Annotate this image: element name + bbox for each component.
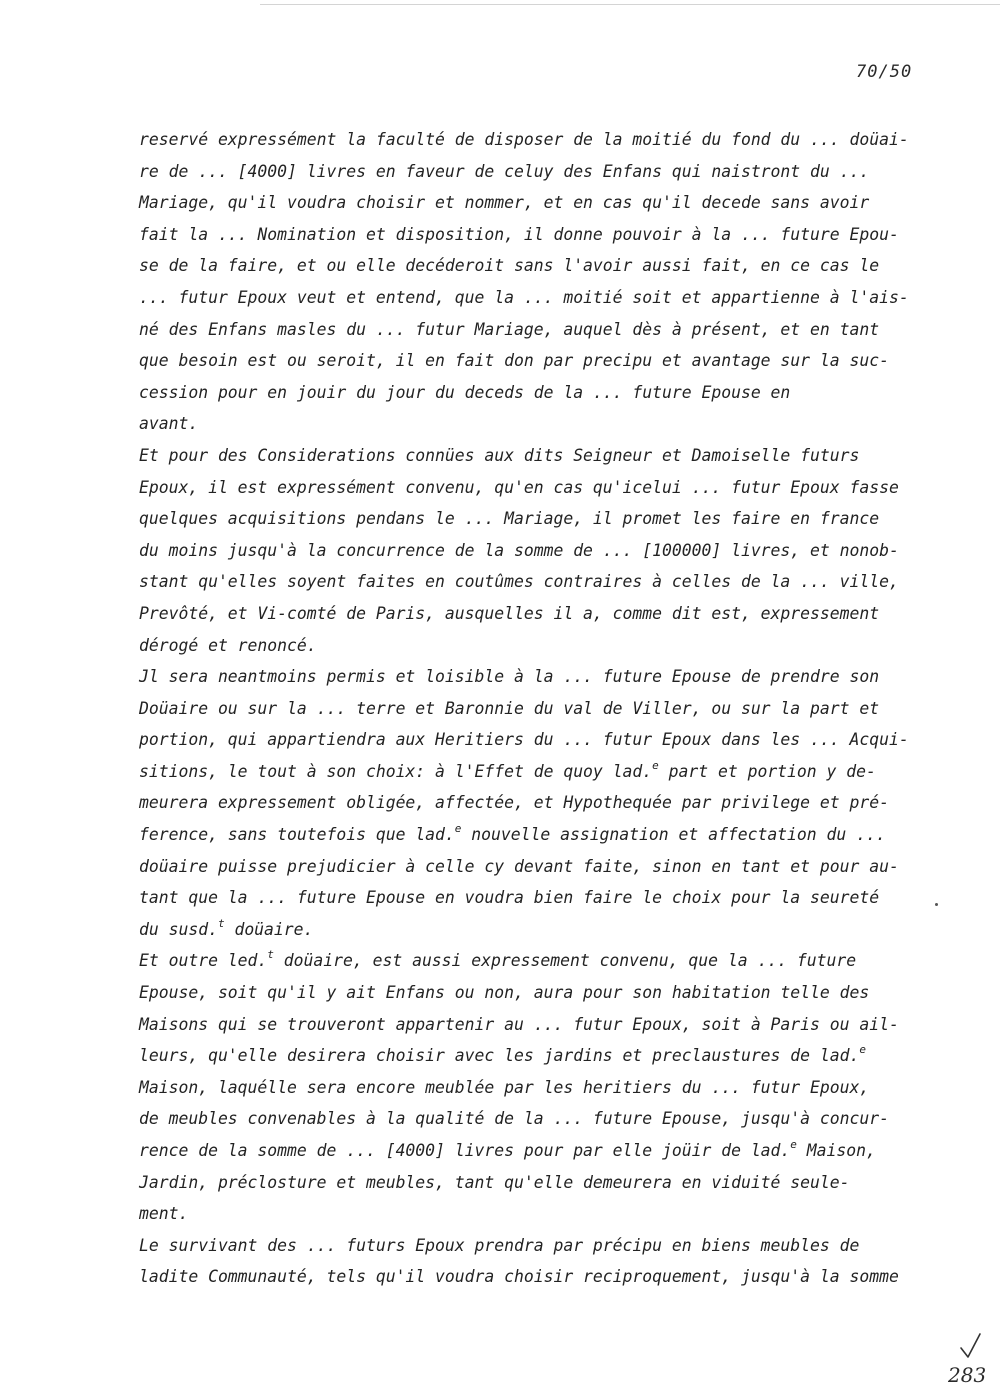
text-line — [139, 1261, 929, 1293]
text-line — [139, 156, 929, 188]
text-segment: Doüaire ou sur la ... terre et Baronnie du val de Viller, ou sur la part et — [139, 698, 880, 718]
text-segment: Jardin, préclosture et meubles, tant qu'elle demeurera en viduité seule- — [139, 1172, 850, 1192]
text-segment: Le survivant des ... futurs Epoux prendra par précipu en biens meubles de — [139, 1235, 860, 1255]
text-segment: Mariage, qu'il voudra choisir et nommer, et en cas qu'il decede sans avoir — [139, 193, 870, 213]
text-segment: leurs, qu'elle desirera choisir avec les jardins et preclaustures de lad. — [139, 1046, 860, 1066]
text-line — [139, 787, 929, 819]
text-line — [139, 566, 929, 598]
text-line — [139, 1103, 929, 1135]
text-line — [139, 598, 929, 630]
text-segment: tant que la ... future Epouse en voudra bien faire le choix pour la seureté — [139, 888, 880, 908]
text-line — [139, 914, 929, 946]
text-line — [139, 377, 929, 409]
text-segment: ference, sans toutefois que lad. — [139, 825, 455, 845]
text-segment: du moins jusqu'à la concurrence de la somme de ... [100000] livres, et nonob- — [139, 540, 899, 560]
text-line — [139, 124, 929, 156]
text-segment: Maison, — [796, 1141, 876, 1160]
superscript-abbreviation: t — [267, 948, 274, 962]
text-segment: Epoux, il est expressément convenu, qu'en cas qu'icelui ... futur Epoux fasse — [139, 477, 899, 497]
superscript-abbreviation: e — [454, 822, 462, 836]
margin-dot-mark — [935, 903, 938, 906]
scan-edge-line — [260, 4, 1000, 5]
superscript-abbreviation: e — [859, 1043, 866, 1057]
text-segment: Et pour des Considerations connües aux dits Seigneur et Damoiselle futurs — [139, 445, 860, 465]
text-segment: nouvelle assignation et affectation du ... — [461, 825, 886, 845]
text-segment: doüaire. — [224, 919, 314, 939]
text-line — [139, 1198, 929, 1230]
text-line — [139, 977, 929, 1009]
text-line — [139, 535, 929, 567]
text-segment: ladite Communauté, tels qu'il voudra choisir reciproquement, jusqu'à la somme — [139, 1267, 899, 1287]
text-line — [139, 945, 929, 977]
text-line — [139, 661, 929, 693]
text-segment: re de ... [4000] livres en faveur de celuy des Enfans qui naistront du ... — [139, 161, 870, 181]
handwritten-folio-number: 283 — [948, 1363, 987, 1387]
text-segment: avant. — [139, 414, 199, 434]
text-segment: meurera expressement obligée, affectée, et Hypothequée par privilege et pré- — [139, 793, 889, 813]
page-number: 70/50 — [856, 62, 913, 82]
text-line — [139, 314, 929, 346]
text-segment: rence de la somme de ... [4000] livres pour par elle joüir de lad. — [139, 1141, 791, 1160]
text-line — [139, 250, 929, 282]
text-line — [139, 345, 929, 377]
text-segment: quelques acquisitions pendans le ... Mariage, il promet les faire en france — [139, 509, 880, 529]
text-segment: cession pour en jouir du jour du deceds de la ... future Epouse en — [139, 382, 791, 402]
text-line — [139, 1040, 929, 1072]
text-line — [139, 1135, 929, 1167]
text-segment: dérogé et renoncé. — [139, 635, 317, 655]
text-segment: Maison, laquélle sera encore meublée par les heritiers du ... futur Epoux, — [139, 1077, 870, 1097]
superscript-abbreviation: e — [790, 1138, 797, 1151]
text-segment: se de la faire, et ou elle decéderoit sans l'avoir aussi fait, en ce cas le — [139, 256, 880, 276]
text-line — [139, 472, 929, 504]
text-segment: stant qu'elles soyent faites en coutûmes contraires à celles de la ... ville, — [139, 572, 899, 592]
text-line — [139, 851, 929, 883]
text-line — [139, 219, 929, 251]
superscript-abbreviation: t — [217, 916, 225, 930]
text-segment: Prevôté, et Vi-comté de Paris, ausquelles il a, comme dit est, expressement — [139, 603, 880, 623]
text-segment: Maisons qui se trouveront appartenir au ... futur Epoux, soit à Paris ou ail- — [139, 1014, 899, 1034]
text-segment: Et outre led. — [139, 951, 268, 971]
text-segment: sitions, le tout à son choix: à l'Effet de quoy lad. — [139, 761, 653, 781]
text-line — [139, 408, 929, 440]
text-line — [139, 187, 929, 219]
text-line — [139, 282, 929, 314]
text-line — [139, 503, 929, 535]
text-line — [139, 440, 929, 472]
text-segment: portion, qui appartiendra aux Heritiers du ... futur Epoux dans les ... Acqui- — [139, 730, 909, 750]
superscript-abbreviation: e — [652, 758, 659, 772]
text-line — [139, 882, 929, 914]
text-segment: du susd. — [139, 919, 218, 939]
text-line — [139, 1072, 929, 1104]
document-body — [139, 124, 929, 1293]
text-segment: ment. — [139, 1204, 189, 1224]
text-segment: part et portion y de- — [658, 761, 876, 781]
text-line — [139, 756, 929, 788]
text-segment: de meubles convenables à la qualité de la ... future Epouse, jusqu'à concur- — [139, 1109, 889, 1129]
text-line — [139, 630, 929, 662]
text-line — [139, 693, 929, 725]
handwritten-check-icon — [958, 1332, 984, 1360]
text-segment: doüaire puisse prejudicier à celle cy devant faite, sinon en tant et pour au- — [139, 856, 899, 876]
text-segment: que besoin est ou seroit, il en fait don par precipu et avantage sur la suc- — [139, 351, 889, 371]
text-segment: fait la ... Nomination et disposition, il donne pouvoir à la ... future Epou- — [139, 224, 899, 244]
text-line — [139, 1167, 929, 1199]
text-segment: ... futur Epoux veut et entend, que la ... moitié soit et appartienne à l'ais- — [139, 287, 909, 307]
text-segment: reservé expressément la faculté de disposer de la moitié du fond du ... doüai- — [139, 130, 909, 149]
text-segment: né des Enfans masles du ... futur Mariage, auquel dès à présent, et en tant — [139, 319, 880, 339]
text-line — [139, 819, 929, 851]
text-line — [139, 1230, 929, 1262]
text-segment: Epouse, soit qu'il y ait Enfans ou non, aura pour son habitation telle des — [139, 983, 870, 1003]
text-line — [139, 1009, 929, 1041]
text-segment: doüaire, est aussi expressement convenu, que la ... future — [273, 951, 857, 971]
text-segment: Jl sera neantmoins permis et loisible à la ... future Epouse de prendre son — [139, 667, 880, 687]
text-line — [139, 724, 929, 756]
